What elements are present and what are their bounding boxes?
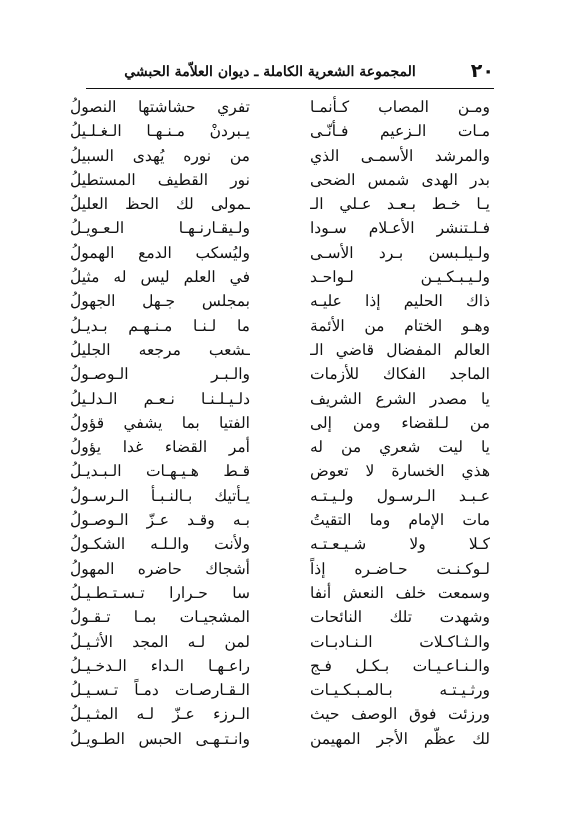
verse-first-hemistich: مـات الـزعيم فـأنّـى	[310, 122, 490, 141]
verse-second-hemistich: دلـيـلـنـا نـعـم الـدلـيلُ	[70, 389, 250, 408]
verse-first-hemistich: يا ليت شعري من له	[310, 438, 490, 457]
verse-second-hemistich: الفتيا بما يشفي قؤولُ	[70, 413, 250, 432]
page-number: ٢٠	[470, 60, 494, 82]
verse-first-hemistich: مات الإمام وما التقيتُ	[310, 511, 490, 530]
verse	[70, 654, 490, 678]
verse-first-hemistich: يا مصدر الشرع الشريف	[310, 389, 490, 408]
verse-first-hemistich: العالم المفضال قاضي الـ	[310, 340, 490, 359]
verse-second-hemistich: يـبردنْ مـنـهـا الـغـلـيلُ	[70, 122, 250, 141]
verse-second-hemistich: الـرزء عـزّ لـه المثـيـلُ	[70, 705, 250, 724]
poem	[70, 95, 490, 751]
verse-first-hemistich: ورزئت فوق الوصف حيث	[310, 705, 490, 724]
verse	[70, 289, 490, 313]
verse-first-hemistich: فـلـتنشر الأعـلام سـودا	[310, 219, 490, 238]
verse-first-hemistich: ولـيلـبسن بـرد الأسـى	[310, 243, 490, 262]
verse	[70, 119, 490, 143]
verse	[70, 678, 490, 702]
verse-first-hemistich: هذي الخسارة لا تعوض	[310, 462, 490, 481]
verse-second-hemistich: راعـهـا الـداء الـدخـيـلُ	[70, 656, 250, 675]
verse-second-hemistich: ما لـنـا مـنـهـم بـديـلُ	[70, 316, 250, 335]
verse-first-hemistich: كـلا ولا شـيـعـتـه	[310, 535, 490, 554]
verse-second-hemistich: وليُسكب الدمع الهمولُ	[70, 243, 250, 262]
verse-second-hemistich: بـه وقـد عـزّ الـوصـولُ	[70, 511, 250, 530]
verse	[70, 387, 490, 411]
verse-second-hemistich: ـشعب مرجعه الجليلُ	[70, 340, 250, 359]
verse-second-hemistich: أمر القضاء غدا يؤولُ	[70, 438, 250, 457]
verse	[70, 168, 490, 192]
verse-second-hemistich: بمجلس جـهل الجهولُ	[70, 292, 250, 311]
verse-first-hemistich: ومـن المصاب كـأنمـا	[310, 98, 490, 116]
verse-second-hemistich: والـبـر الـوصـولُ	[70, 365, 250, 384]
verse-second-hemistich: ولأنت والـلـه الشكـولُ	[70, 535, 250, 554]
verse	[70, 144, 490, 168]
verse	[70, 411, 490, 435]
verse-first-hemistich: عـبـد الـرسـول ولـيـتـه	[310, 486, 490, 505]
verse	[70, 508, 490, 532]
verse-second-hemistich: قـط هـيـهـات الـبـديـلُ	[70, 462, 250, 481]
verse	[70, 630, 490, 654]
verse	[70, 702, 490, 726]
verse-first-hemistich: لك عظّم الأجر المهيمن	[310, 729, 490, 748]
verse-second-hemistich: تفري حشاشتها النصولُ	[70, 98, 250, 116]
verse-second-hemistich: في العلم ليس له مثيلُ	[70, 268, 250, 287]
verse	[70, 605, 490, 629]
verse-second-hemistich: ولـيقـارنـهـا الـعـويـلُ	[70, 219, 250, 238]
page-header	[86, 58, 494, 86]
verse-first-hemistich: الماجد الفكاك للأزمات	[310, 365, 490, 384]
verse	[70, 314, 490, 338]
running-title: المجموعة الشعرية الكاملة ـ ديوان العلاّمة الحبشي	[124, 64, 416, 80]
verse-first-hemistich: بدر الهدى شمس الضحى	[310, 170, 490, 189]
verse-first-hemistich: والمرشد الأسمـى الذي	[310, 146, 490, 165]
verse	[70, 95, 490, 119]
verse	[70, 338, 490, 362]
verse-first-hemistich: يـا خـط بـعـد عـلي الـ	[310, 195, 490, 214]
verse	[70, 532, 490, 556]
verse-first-hemistich: والـثـاكـلات الـنـادبـات	[310, 632, 490, 651]
verse-first-hemistich: ذاك الحليم إذا عليـه	[310, 292, 490, 311]
verse-first-hemistich: ولـيـبـكـيـن لـواحـد	[310, 268, 490, 287]
verse	[70, 581, 490, 605]
verse-first-hemistich: وشهدت تلك النائحات	[310, 608, 490, 627]
verse	[70, 484, 490, 508]
verse	[70, 216, 490, 240]
verse-first-hemistich: ورثـيـتـه بـالمـبـكـيـات	[310, 681, 490, 700]
verse-second-hemistich: يـأتيك بـالنـبـأ الـرسـولُ	[70, 486, 250, 505]
verse	[70, 557, 490, 581]
verse	[70, 727, 490, 751]
verse	[70, 265, 490, 289]
verse	[70, 362, 490, 386]
verse-first-hemistich: وسمعت خلف النعش أنفا	[310, 583, 490, 602]
verse	[70, 435, 490, 459]
verse-second-hemistich: ـمولى لك الحظ العليلُ	[70, 195, 250, 214]
verse-second-hemistich: أشجاك حاضره المهولُ	[70, 559, 250, 578]
verse-second-hemistich: الـقـارصـات دمـاً تـسـيـلُ	[70, 681, 250, 700]
verse-first-hemistich: وهـو الختام من الأئمة	[310, 316, 490, 335]
verse-second-hemistich: لمن لـه المجد الأثـيـلُ	[70, 632, 250, 651]
verse-first-hemistich: لـوكـنـت حـاضـره إذاً	[310, 559, 490, 578]
verse	[70, 241, 490, 265]
verse-second-hemistich: وانـتـهـى الحبس الطـويـلُ	[70, 729, 250, 748]
verse	[70, 459, 490, 483]
verse	[70, 192, 490, 216]
verse-second-hemistich: المشجيـات بمـا تـقـولُ	[70, 608, 250, 627]
verse-second-hemistich: من نوره يُهدى السبيلُ	[70, 146, 250, 165]
verse-second-hemistich: نور القطيف المستطيلُ	[70, 170, 250, 189]
verse-second-hemistich: سا حـرارا تـسـتـطـيـلُ	[70, 583, 250, 602]
verse-first-hemistich: والـنـاعـيـات بـكـل فـج	[310, 656, 490, 675]
verse-first-hemistich: من لـلقضاء ومن إلى	[310, 413, 490, 432]
header-rule	[86, 88, 494, 89]
